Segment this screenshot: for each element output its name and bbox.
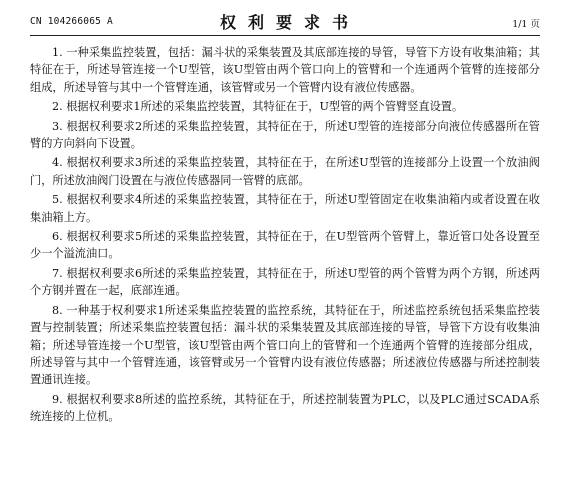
page-indicator: 1/1 页 bbox=[512, 19, 540, 30]
claim-7: 7. 根据权利要求6所述的采集监控装置，其特征在于，所述U型管的两个管臂为两个方钢，所述两个方钢并置在一起，底部连通。 bbox=[30, 266, 540, 298]
claim-6: 6. 根据权利要求5所述的采集监控装置，其特征在于，在U型管两个管臂上，靠近管口处各设置至少一个溢流油口。 bbox=[30, 230, 540, 261]
claims-body bbox=[30, 44, 540, 428]
page-header bbox=[30, 10, 540, 32]
claim-1: 1. 一种采集监控装置，包括：漏斗状的采集装置及其底部连接的导管，导管下方设有收集油箱；其特征在于，所述导管连接一个U型管，该U型管由两个管口向上的管臂和一个连通两个管臂的连接部分组成，所述导管与其中一个管臂连通，该管臂或另一个管臂内设有液位传感器。 bbox=[30, 46, 540, 94]
claim-3: 3. 根据权利要求2所述的采集监控装置，其特征在于，所述U型管的连接部分向液位传感器所在管臂的方向斜向下设置。 bbox=[30, 119, 540, 151]
claim-9: 9. 根据权利要求8所述的监控系统，其特征在于，所述控制装置为PLC，以及PLC通过SCADA系统连接的上位机。 bbox=[30, 392, 540, 424]
page-title: 权利要求书 bbox=[219, 13, 360, 32]
claim-2: 2. 根据权利要求1所述的采集监控装置，其特征在于，U型管的两个管臂竖直设置。 bbox=[52, 100, 464, 114]
document-number: CN 104266065 A bbox=[30, 16, 113, 27]
header-divider bbox=[30, 35, 540, 36]
claim-4: 4. 根据权利要求3所述的采集监控装置，其特征在于，在所述U型管的连接部分上设置一个放油阀门，所述放油阀门设置在与液位传感器同一管臂的底部。 bbox=[30, 156, 540, 187]
claim-5: 5. 根据权利要求4所述的采集监控装置，其特征在于，所述U型管固定在收集油箱内或者设置在收集油箱上方。 bbox=[30, 193, 540, 224]
claim-8: 8. 一种基于权利要求1所述采集监控装置的监控系统，其特征在于，所述监控系统包括采集监控装置与控制装置；所述采集监控装置包括：漏斗状的采集装置及其底部连接的导管，导管下方设有收集油箱；所述导管连接一个U型管，该U型管由两个管口向上的管臂和一个连通两个管臂的连接部分组成，所述导管与其中一个管臂连通，该管臂或另一个管臂内设有液位传感器；所述液位传感器与所述控制装置通讯连接。 bbox=[30, 303, 540, 387]
